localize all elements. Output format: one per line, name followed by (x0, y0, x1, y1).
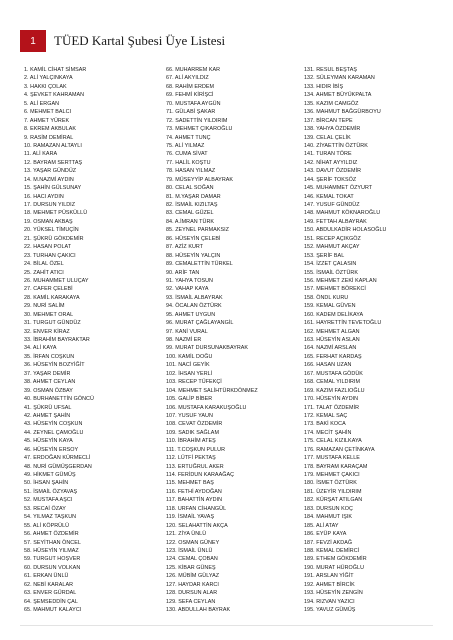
member-entry: 51. İSMAİL ÖZYAVAŞ (24, 488, 78, 495)
document-title: TÜED Kartal Şubesi Üye Listesi (54, 33, 226, 48)
member-entry: 112. LÜTFİ PEKTAŞ (166, 455, 216, 462)
member-entry: 32. ENVER KİRAZ (24, 328, 70, 335)
member-entry: 138. YAHYA ÖZDEMİR (304, 126, 361, 133)
member-entry: 143. DAVUT ÖZDEMİR (304, 168, 362, 175)
member-entry: 28. KAMİL KARAKAYA (24, 294, 80, 301)
member-entry: 94. ÖCALAN ÖZTÜRK (166, 303, 222, 310)
member-entry: 131. RESUL BEŞTAŞ (304, 67, 357, 73)
member-entry: 95. AHMET UYGUN (166, 311, 216, 318)
member-entry: 103. RECEP TÜFEKÇİ (166, 379, 222, 386)
member-entry: 184. MAHMUT IŞIK (304, 514, 353, 521)
member-entry: 89. CEMALETTİN TÜRKEL (166, 261, 233, 268)
member-entry: 22. HASAN POLAT (24, 244, 72, 251)
member-entry: 37. YAŞAR DEMİR (24, 370, 71, 377)
footer-divider (20, 625, 433, 626)
member-entry: 116. FETHİ AYDOĞAN (166, 488, 222, 495)
member-entry: 33. İBRAHİM BAYRAKTAR (24, 337, 90, 343)
member-entry: 6. MEHMET BALCI (24, 109, 72, 116)
member-entry: 149. FETTAH ALBAYRAK (304, 218, 367, 225)
member-entry: 133. HIDIR İBİŞ (304, 83, 344, 90)
member-entry: 129. SEFA CEYLAN (166, 598, 216, 605)
member-entry: 67. ALİ AKYILDIZ (166, 75, 209, 82)
member-entry: 145. MUHAMMET ÖZYURT (304, 185, 373, 192)
member-entry: 167. MUSTAFA GÖDÜK (304, 370, 363, 377)
member-entry: 170. HÜSEYİN AYDIN (304, 396, 359, 403)
member-entry: 193. HÜSEYİN ZENGİN (304, 590, 363, 597)
member-entry: 83. CEMAL GÜZEL (166, 210, 214, 217)
member-entry: 81. M.YAŞAR DAMAR (166, 193, 221, 200)
member-entry: 47. ERDOĞAN KÜRMECLİ (24, 455, 91, 462)
member-entry: 30. MEHMET ORAL (24, 311, 74, 318)
member-entry: 25. ZAHİT ATICI (24, 269, 64, 276)
member-entry: 165. FERHAT KARDAŞ (304, 353, 362, 360)
member-entry: 126. MÜBİM GÜLYAZ (166, 573, 220, 580)
member-entry: 55. ALİ KÖPRÜLÜ (24, 522, 70, 529)
member-entry: 58. HÜSEYİN YILMAZ (24, 547, 79, 554)
member-entry: 88. HÜSEYİN YALÇIN (166, 252, 221, 259)
member-entry: 122. OSMAN GÜNEY (166, 539, 220, 546)
member-entry: 93. İSMAİL ALBAYRAK (166, 294, 223, 301)
member-entry: 38. AHMET CEYLAN (24, 379, 76, 386)
member-entry: 109. SADIK SAĞLAM (166, 429, 219, 436)
member-entry: 123. İSMAİL ÜNLÜ (166, 547, 213, 554)
member-entry: 181. ÜZEYİR YILDIRIM (304, 488, 362, 495)
member-entry: 54. YILMAZ TAŞKUN (24, 514, 77, 521)
member-entry: 127. HAYDAR KARCI (166, 581, 219, 588)
member-entry: 19. OSMAN AKBAŞ (24, 218, 73, 225)
member-entry: 136. MAHMUT BAĞGÜRBOYU (304, 109, 381, 116)
member-entry: 155. İSMAİL ÖZTÜRK (304, 269, 359, 276)
member-entry: 166. HASAN UZAN (304, 362, 352, 369)
member-entry: 48. NURİ GÜMÜŞGERDAN (24, 463, 92, 470)
member-entry: 80. CELAL SOĞAN (166, 185, 214, 192)
document-header (20, 30, 225, 52)
member-entry: 72. SADETTİN YILDIRIM (166, 117, 228, 124)
member-entry: 154. İZZET ÇALASIN (304, 261, 357, 268)
member-entry: 168. CEMAL YILDIRIM (304, 379, 361, 386)
member-entry: 135. KAZIM CAMGÖZ (304, 100, 359, 107)
member-entry: 13. YAŞAR GÜNDÜZ (24, 168, 77, 175)
member-entry: 147. YUSUF GÜNDÜZ (304, 202, 360, 208)
member-entry: 160. KADEM DELİKAYA (304, 311, 364, 318)
member-entry: 71. GÜLABİ ŞAKAR (166, 109, 216, 116)
member-entry: 64. ŞEMSEDDİN ÇAL (24, 598, 78, 605)
member-entry: 191. ARSLAN YİĞİT (304, 573, 354, 580)
member-entry: 46. HÜSEYİN ERSOY (24, 446, 79, 453)
member-entry: 152. MAHMUT AKÇAY (304, 244, 360, 251)
member-entry: 148. MAHMUT KÖKNAROĞLU (304, 210, 381, 217)
member-entry: 74. AHMET TUNÇ (166, 134, 211, 141)
member-entry: 10. RAMAZAN ALTAYLI (24, 142, 82, 149)
member-entry: 1. KAMİL CİHAT SİMSAR (24, 67, 87, 73)
member-entry: 114. FERİDUN KARAAĞAÇ (166, 472, 235, 478)
member-entry: 96. MURAT ÇAĞLAYANGİL (166, 320, 234, 327)
member-entry: 186. EYÜP KAYA (304, 531, 347, 538)
member-entry: 110. İBRAHİM ATEŞ (166, 438, 216, 445)
member-entry: 75. ALİ YILMAZ (166, 142, 205, 149)
member-entry: 77. HALİL KOŞTU (166, 159, 211, 166)
member-entry: 174. MECİT ŞAHİN (304, 429, 352, 436)
member-entry: 128. DURSUN ALAR (166, 590, 218, 597)
member-entry: 36. HÜSEYİN BOZYİĞİT (24, 362, 85, 369)
member-entry: 70. MUSTAFA AYGÜN (166, 100, 221, 107)
member-entry: 27. CAFER ÇELEBİ (24, 286, 73, 293)
member-entry: 140. ZİYAETTİN ÖZTÜRK (304, 142, 368, 149)
member-entry: 180. İSMET ÖZTÜRK (304, 480, 357, 487)
member-list-column-1 (24, 66, 94, 614)
member-entry: 90. ARİF TAN (166, 269, 200, 276)
member-entry: 63. ENVER GÜRDAL (24, 590, 77, 597)
member-entry: 20. YÜKSEL TİMUÇİN (24, 227, 79, 234)
member-entry: 42. AHMET ŞAHİN (24, 412, 71, 419)
member-entry: 153. ŞERİF BAL (304, 252, 345, 259)
member-entry: 182. KÜRŞAT ATILGAN (304, 497, 363, 504)
member-entry: 62. NEBİ KARALAR (24, 581, 74, 588)
member-entry: 132. SÜLEYMAN KARAMAN (304, 75, 375, 82)
member-entry: 177. MUSTAFA KELLE (304, 455, 360, 462)
member-entry: 7. AHMET YÜREK (24, 117, 70, 124)
member-entry: 101. NACİ GEYİK (166, 362, 210, 369)
member-entry: 164. NAZMİ ARSLAN (304, 345, 357, 352)
member-entry: 45. HÜSEYİN KAYA (24, 438, 73, 445)
member-entry: 195. YAVUZ GÜMÜŞ (304, 607, 356, 613)
member-entry: 119. İSMAİL YAVAŞ (166, 514, 215, 521)
member-entry: 120. SELAHATTİN AKÇA (166, 522, 228, 529)
member-entry: 179. MEHMET ÇAKICI (304, 472, 360, 478)
member-entry: 34. ALİ KAYA (24, 345, 57, 352)
member-entry: 113. ERTUĞRUL AKER (166, 463, 224, 470)
member-entry: 16. HACI AYDIN (24, 193, 64, 200)
member-entry: 176. RAMAZAN ÇETİNKAYA (304, 446, 375, 453)
member-entry: 49. HİKMET GÜMÜŞ (24, 472, 76, 478)
member-entry: 24. BİLAL ÖZEL (24, 261, 64, 268)
member-entry: 57. SEYİTHAN ÖNCEL (24, 539, 81, 546)
member-entry: 2. ALİ YALÇINKAYA (24, 75, 73, 82)
member-entry: 61. ERKAN ÜNLÜ (24, 573, 69, 580)
member-entry: 11. ALİ KARA (24, 151, 58, 158)
member-entry: 159. KEMAL GÜVEN (304, 303, 356, 310)
member-entry: 158. ÖNDL KURU (304, 294, 349, 301)
member-entry: 137. BİRCAN TEPE (304, 117, 353, 124)
member-entry: 87. AZİZ KURT (166, 244, 204, 251)
member-entry: 102. İHSAN YERLİ (166, 370, 213, 377)
member-entry: 156. MEHMET ZEKİ KAPLAN (304, 277, 377, 284)
member-entry: 68. RAHİM ERDEM (166, 83, 215, 90)
member-entry: 53. RECAİ ÖZAY (24, 505, 66, 512)
member-entry: 194. RIZVAN YAZICI (304, 598, 355, 605)
member-entry: 173. BAKİ KOCA (304, 421, 346, 428)
member-entry: 5. ALİ ERGAN (24, 100, 60, 107)
member-entry: 21. ŞÜKRÜ GÖKDEMİR (24, 235, 84, 242)
member-entry: 60. DURSUN VOLKAN (24, 564, 81, 571)
member-entry: 115. MEHMET BAŞ (166, 480, 214, 487)
member-entry: 178. BAYRAM KARAÇAM (304, 463, 368, 470)
member-entry: 175. CELAL KIZILKAYA (304, 438, 362, 445)
member-entry: 44. ZEYNEL ÇAMOĞLU (24, 429, 84, 436)
member-entry: 14. M.NAZMİ AYDIN (24, 176, 74, 183)
member-entry: 142. NİHAT AYYILDIZ (304, 159, 358, 166)
member-entry: 69. FEHMİ KİRİŞCİ (166, 92, 214, 99)
member-entry: 187. FEVZİ AKDAĞ (304, 539, 353, 546)
member-entry: 108. CEVAT ÖZDEMİR (166, 421, 223, 428)
member-entry: 91. YAHYA TOSUN (166, 277, 213, 284)
member-entry: 171. TALAT ÖZDEMİR (304, 404, 360, 411)
member-entry: 84. A.İMRAN TÜRK (166, 218, 215, 225)
member-entry: 104. MEHMET SALİHTÜRKDÖNMEZ (166, 387, 258, 394)
member-list-column-3 (304, 66, 386, 614)
member-entry: 185. ALİ ATAY (304, 522, 339, 529)
member-entry: 50. İHSAN ŞAHİN (24, 480, 69, 487)
member-entry: 23. TURHAN ÇAKICI (24, 252, 76, 259)
member-entry: 118. URFAN CİHANGÜL (166, 505, 227, 512)
member-entry: 121. ZİYA ÜNLÜ (166, 531, 207, 538)
member-entry: 52. MUSTAFA AŞCI (24, 497, 73, 504)
member-entry: 98. NAZMİ ER (166, 337, 202, 343)
member-entry: 169. KAZIM FAZLIOĞLU (304, 387, 365, 394)
member-entry: 107. YUSUF YAUN (166, 412, 213, 419)
member-entry: 111. T.COŞKUN PULUR (166, 446, 226, 453)
member-entry: 163. HÜSEYİN ASLAN (304, 337, 360, 343)
member-entry: 146. KEMAL TOKAT (304, 193, 354, 200)
member-entry: 79. MÜSEYYİP ALBAYRAK (166, 176, 234, 183)
member-entry: 66. MUHARREM KAR (166, 67, 221, 73)
member-entry: 40. BURHANETTİN GÖNCÜ (24, 396, 94, 403)
member-entry: 41. ŞÜKRÜ UFSAL (24, 404, 72, 411)
member-entry: 190. MURAT HÜROĞLU (304, 564, 365, 571)
member-entry: 35. İRFAN COŞKUN (24, 353, 75, 360)
member-entry: 76. CUMA SİVAT (166, 151, 208, 158)
member-entry: 17. DURSUN YILDIZ (24, 202, 76, 208)
member-entry: 15. ŞAHİN GÜLSUNAY (24, 185, 82, 192)
member-entry: 65. MAHMUT KALAYCI (24, 607, 82, 613)
member-entry: 106. MUSTAFA KARAKUŞOĞLU (166, 404, 247, 411)
member-entry: 157. MEHMET BÖREKCİ (304, 286, 366, 293)
member-entry: 139. CELAL ÇELİK (304, 134, 351, 141)
member-entry: 192. AHMET BİRCİK (304, 581, 355, 588)
member-entry: 29. NURİ SALİM (24, 303, 65, 310)
page-number-badge: 1 (20, 30, 46, 52)
member-entry: 144. ŞERİF TOKSÖZ (304, 176, 357, 183)
member-entry: 4. ŞEVKET KAHRAMAN (24, 92, 85, 99)
member-entry: 12. BAYRAM SERTTAŞ (24, 159, 83, 166)
member-list-column-2 (166, 66, 258, 614)
member-entry: 86. HÜSEYİN ÇELEBİ (166, 235, 221, 242)
member-entry: 39. OSMAN ÖZBAY (24, 387, 73, 394)
member-entry: 100. KAMİL DOĞU (166, 353, 213, 360)
member-entry: 8. EKREM AKBULAK (24, 126, 77, 133)
member-entry: 117. BAHATTİN AYDIN (166, 497, 223, 504)
member-entry: 161. HAYRETTİN TEVETOĞLU (304, 320, 382, 327)
member-entry: 105. GALİP BİBER (166, 396, 213, 403)
member-entry: 73. MEHMET ÇIKAROĞLU (166, 126, 233, 133)
member-entry: 9. RASİM DEMİRAL (24, 134, 74, 141)
member-entry: 150. ABDULKADİR HOLASOĞLU (304, 227, 387, 234)
member-entry: 85. ZEYNEL PARMAKSIZ (166, 227, 230, 234)
member-entry: 125. KİBAR GÜNEŞ (166, 564, 216, 571)
member-entry: 162. MEHMET ALGAN (304, 328, 360, 335)
member-entry: 183. DURSUN KOÇ (304, 505, 353, 512)
member-entry: 59. TURGUT HOŞVER (24, 556, 81, 563)
member-entry: 56. AHMET ÖZDEMİR (24, 531, 79, 538)
member-entry: 18. MEHMET PÜSKÜLLÜ (24, 210, 88, 217)
member-entry: 134. AHMET BÜYÜKPALTA (304, 92, 372, 99)
member-entry: 124. CEMAL ÇOBAN (166, 556, 218, 563)
member-entry: 188. KEMAL DEMİRCİ (304, 547, 360, 554)
member-entry: 3. HAKKI ÇOLAK (24, 83, 67, 90)
member-entry: 189. ETHEM GÖKDEMİR (304, 556, 367, 563)
member-entry: 43. HÜSEYİN COŞKUN (24, 421, 83, 428)
member-entry: 92. VAHAP KAYA (166, 286, 209, 293)
member-entry: 31. TURGUT GÜNDÜZ (24, 320, 81, 327)
member-entry: 26. MUHAMMET ULUÇAY (24, 277, 89, 284)
member-entry: 99. MURAT DURSUNAKBAYRAK (166, 345, 249, 352)
member-entry: 151. RECEP AÇIKGÖZ (304, 235, 361, 242)
member-entry: 130. ABDULLAH BAYRAK (166, 607, 231, 613)
member-entry: 78. HASAN YILMAZ (166, 168, 216, 175)
member-entry: 141. TURAN TÖRE (304, 151, 352, 158)
member-entry: 172. KEMAL SAÇ (304, 412, 348, 419)
member-entry: 82. İSMAİL KIZILTAŞ (166, 202, 218, 208)
member-entry: 97. KANİ VURAL (166, 328, 208, 335)
